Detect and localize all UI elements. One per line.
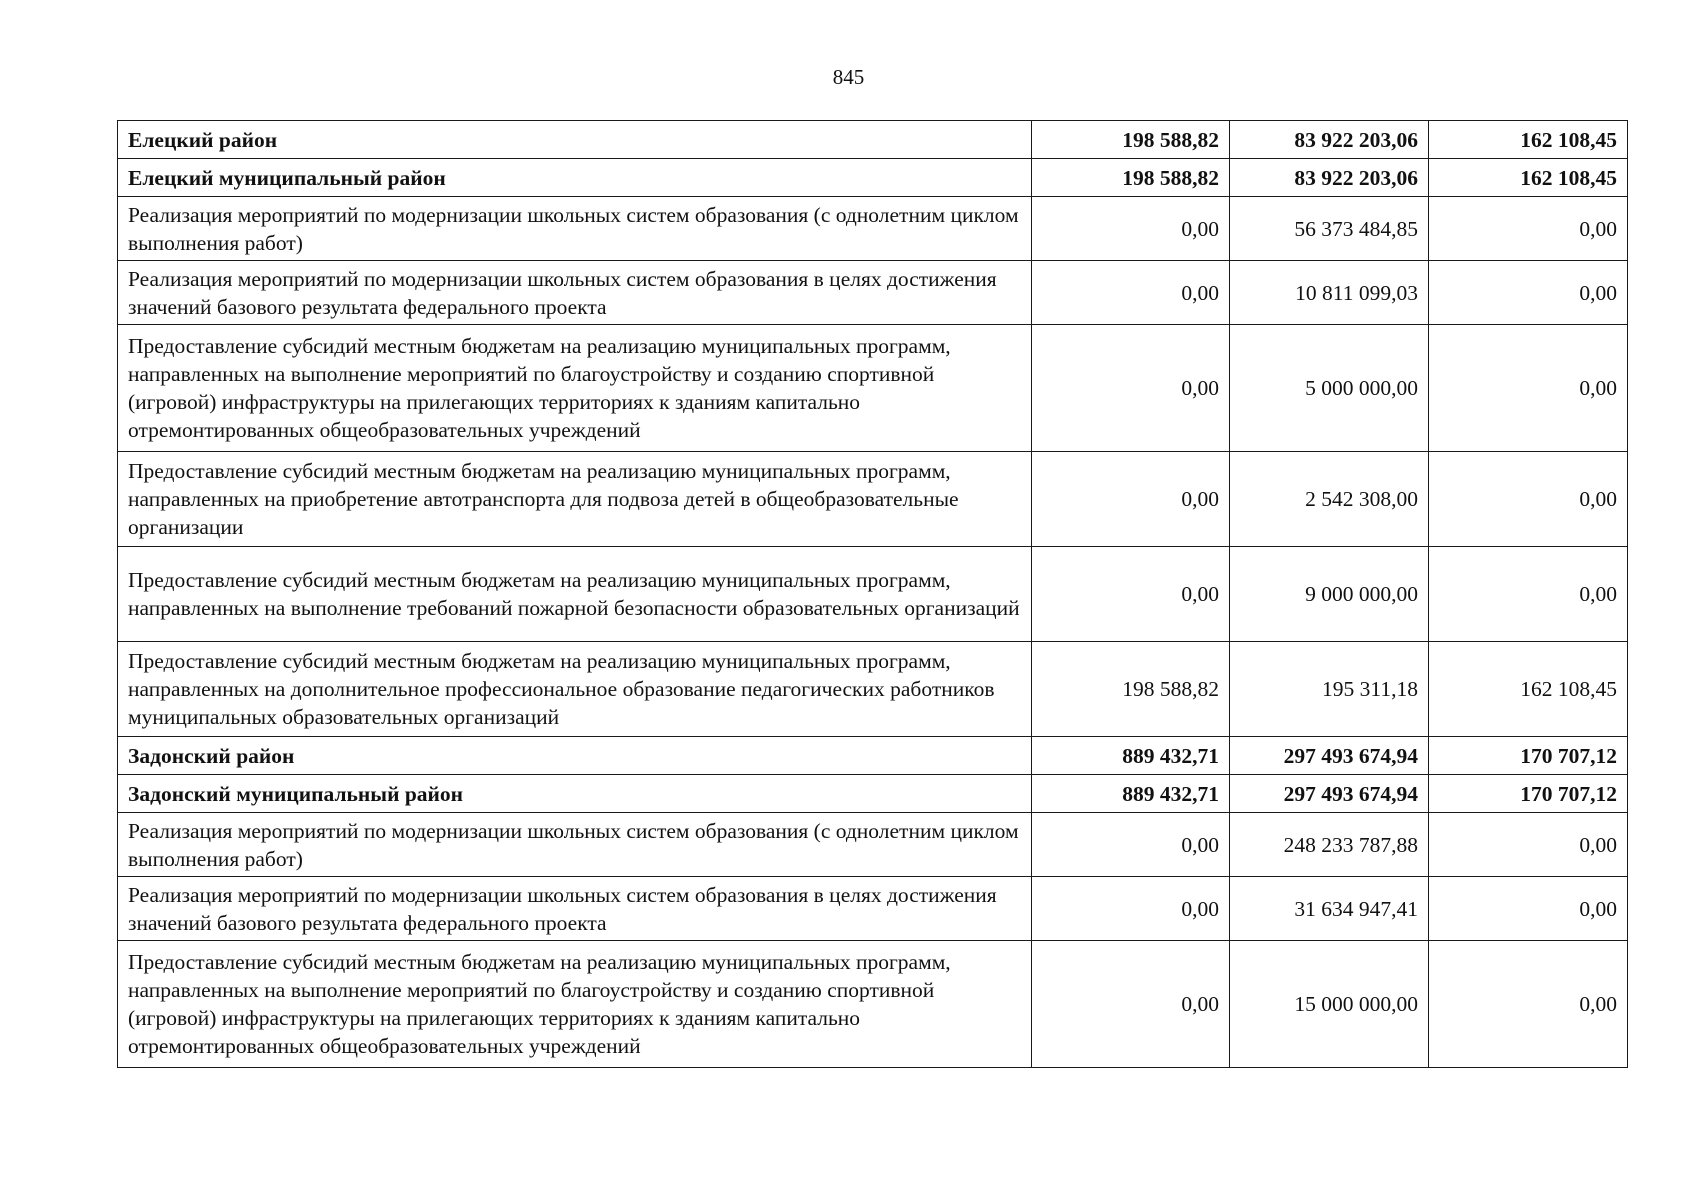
row-value-1: 0,00 — [1032, 547, 1230, 642]
row-value-2: 248 233 787,88 — [1230, 813, 1429, 877]
row-value-2: 56 373 484,85 — [1230, 197, 1429, 261]
row-name: Реализация мероприятий по модернизации школьных систем образования в целях достижения значений базового результата федерального проекта — [118, 877, 1032, 941]
row-name: Предоставление субсидий местным бюджетам на реализацию муниципальных программ, направленных на приобретение автотранспорта для подвоза детей в общеобразовательные организации — [118, 452, 1032, 547]
row-name: Предоставление субсидий местным бюджетам на реализацию муниципальных программ, направленных на дополнительное профессиональное образование педагогических работников муниципальных образовательных организаций — [118, 642, 1032, 737]
row-value-3: 170 707,12 — [1429, 775, 1628, 813]
budget-table — [117, 120, 1628, 1068]
table-row-municipal-total — [118, 775, 1628, 813]
row-value-3: 0,00 — [1429, 197, 1628, 261]
row-value-1: 0,00 — [1032, 941, 1230, 1068]
row-value-1: 198 588,82 — [1032, 159, 1230, 197]
page-number: 845 — [832, 65, 865, 89]
row-value-3: 0,00 — [1429, 261, 1628, 325]
row-name: Предоставление субсидий местным бюджетам на реализацию муниципальных программ, направленных на выполнение мероприятий по благоустройству и созданию спортивной (игровой) инфраструктуры на прилегающих территориях к зданиям капитально отремонтированных общеобразовательных учреждений — [118, 941, 1032, 1068]
row-value-2: 297 493 674,94 — [1230, 775, 1429, 813]
row-value-2: 15 000 000,00 — [1230, 941, 1429, 1068]
table-row — [118, 642, 1628, 737]
table-row — [118, 452, 1628, 547]
table-row — [118, 877, 1628, 941]
table-row-district-total — [118, 737, 1628, 775]
table-row-district-total — [118, 121, 1628, 159]
table-row — [118, 261, 1628, 325]
row-value-2: 2 542 308,00 — [1230, 452, 1429, 547]
row-name: Реализация мероприятий по модернизации школьных систем образования в целях достижения значений базового результата федерального проекта — [118, 261, 1032, 325]
row-value-2: 31 634 947,41 — [1230, 877, 1429, 941]
row-name: Реализация мероприятий по модернизации школьных систем образования (с однолетним циклом выполнения работ) — [118, 197, 1032, 261]
row-value-2: 5 000 000,00 — [1230, 325, 1429, 452]
row-value-1: 889 432,71 — [1032, 737, 1230, 775]
row-name: Елецкий район — [118, 121, 1032, 159]
row-value-3: 162 108,45 — [1429, 159, 1628, 197]
row-value-1: 889 432,71 — [1032, 775, 1230, 813]
row-value-1: 0,00 — [1032, 325, 1230, 452]
row-value-1: 0,00 — [1032, 452, 1230, 547]
row-value-1: 198 588,82 — [1032, 121, 1230, 159]
row-value-3: 0,00 — [1429, 547, 1628, 642]
row-value-1: 0,00 — [1032, 813, 1230, 877]
row-value-3: 170 707,12 — [1429, 737, 1628, 775]
row-value-3: 0,00 — [1429, 941, 1628, 1068]
row-value-3: 0,00 — [1429, 813, 1628, 877]
row-value-3: 0,00 — [1429, 877, 1628, 941]
row-value-1: 0,00 — [1032, 877, 1230, 941]
row-name: Реализация мероприятий по модернизации школьных систем образования (с однолетним циклом выполнения работ) — [118, 813, 1032, 877]
row-name: Задонский муниципальный район — [118, 775, 1032, 813]
table-row — [118, 813, 1628, 877]
row-name: Предоставление субсидий местным бюджетам на реализацию муниципальных программ, направленных на выполнение мероприятий по благоустройству и созданию спортивной (игровой) инфраструктуры на прилегающих территориях к зданиям капитально отремонтированных общеобразовательных учреждений — [118, 325, 1032, 452]
row-value-1: 0,00 — [1032, 261, 1230, 325]
row-value-3: 162 108,45 — [1429, 121, 1628, 159]
row-value-1: 0,00 — [1032, 197, 1230, 261]
row-value-2: 83 922 203,06 — [1230, 121, 1429, 159]
row-name: Предоставление субсидий местным бюджетам на реализацию муниципальных программ, направленных на выполнение требований пожарной безопасности образовательных организаций — [118, 547, 1032, 642]
row-value-2: 10 811 099,03 — [1230, 261, 1429, 325]
row-value-2: 297 493 674,94 — [1230, 737, 1429, 775]
row-value-2: 9 000 000,00 — [1230, 547, 1429, 642]
row-name: Задонский район — [118, 737, 1032, 775]
row-value-1: 198 588,82 — [1032, 642, 1230, 737]
table-row — [118, 941, 1628, 1068]
row-value-3: 162 108,45 — [1429, 642, 1628, 737]
row-value-3: 0,00 — [1429, 452, 1628, 547]
table-row — [118, 547, 1628, 642]
row-value-3: 0,00 — [1429, 325, 1628, 452]
table-row-municipal-total — [118, 159, 1628, 197]
row-value-2: 195 311,18 — [1230, 642, 1429, 737]
table-row — [118, 325, 1628, 452]
table-row — [118, 197, 1628, 261]
row-value-2: 83 922 203,06 — [1230, 159, 1429, 197]
row-name: Елецкий муниципальный район — [118, 159, 1032, 197]
